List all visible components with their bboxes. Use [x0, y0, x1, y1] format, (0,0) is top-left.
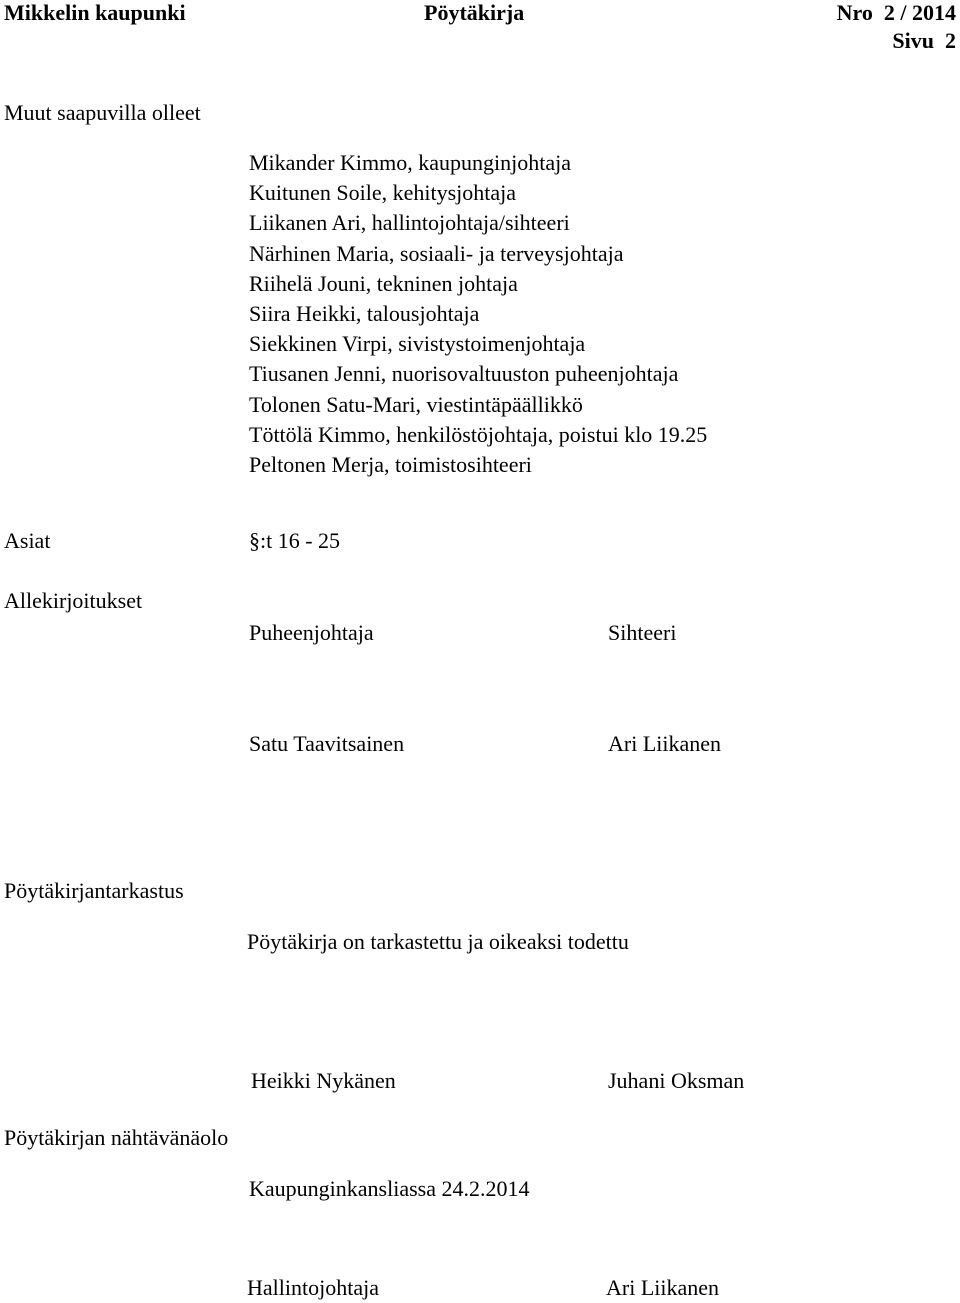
present-person: Kuitunen Soile, kehitysjohtaja	[249, 180, 517, 206]
matters-label: Asiat	[4, 528, 51, 553]
matters-value: §:t 16 - 25	[249, 528, 341, 553]
display-signer-title: Hallintojohtaja	[247, 1275, 379, 1300]
display-label: Pöytäkirjan nähtävänäolo	[4, 1125, 229, 1150]
reviewer-1-name: Heikki Nykänen	[251, 1068, 396, 1093]
header-city: Mikkelin kaupunki	[4, 0, 186, 25]
secretary-title: Sihteeri	[608, 620, 677, 645]
secretary-name: Ari Liikanen	[608, 731, 722, 756]
present-person: Töttölä Kimmo, henkilöstöjohtaja, poistui klo 19.25	[249, 421, 708, 447]
present-person: Mikander Kimmo, kaupunginjohtaja	[249, 150, 571, 175]
review-label: Pöytäkirjantarkastus	[4, 878, 184, 903]
display-location-date: Kaupunginkansliassa 24.2.2014	[249, 1176, 530, 1201]
present-person: Tiusanen Jenni, nuorisovaltuuston puheenjohtaja	[249, 361, 679, 387]
present-person: Siira Heikki, talousjohtaja	[249, 301, 480, 327]
reviewer-2-name: Juhani Oksman	[608, 1068, 745, 1093]
display-signer-name: Ari Liikanen	[606, 1275, 720, 1300]
present-label: Muut saapuvilla olleet	[4, 100, 201, 125]
header-number: Nro 2 / 2014	[836, 0, 956, 25]
signatures-label: Allekirjoitukset	[4, 588, 143, 613]
present-list	[249, 148, 707, 480]
present-person: Liikanen Ari, hallintojohtaja/sihteeri	[249, 210, 570, 236]
chair-title: Puheenjohtaja	[249, 620, 374, 645]
chair-name: Satu Taavitsainen	[249, 731, 405, 756]
present-person: Peltonen Merja, toimistosihteeri	[249, 452, 532, 478]
present-person: Siekkinen Virpi, sivistystoimenjohtaja	[249, 331, 586, 357]
header-doc-type: Pöytäkirja	[424, 0, 525, 25]
header-page: Sivu 2	[892, 28, 956, 53]
present-person: Närhinen Maria, sosiaali- ja terveysjohtaja	[249, 240, 624, 266]
present-person: Tolonen Satu-Mari, viestintäpäällikkö	[249, 391, 583, 417]
review-statement: Pöytäkirja on tarkastettu ja oikeaksi todettu	[247, 929, 629, 954]
present-person: Riihelä Jouni, tekninen johtaja	[249, 270, 518, 296]
